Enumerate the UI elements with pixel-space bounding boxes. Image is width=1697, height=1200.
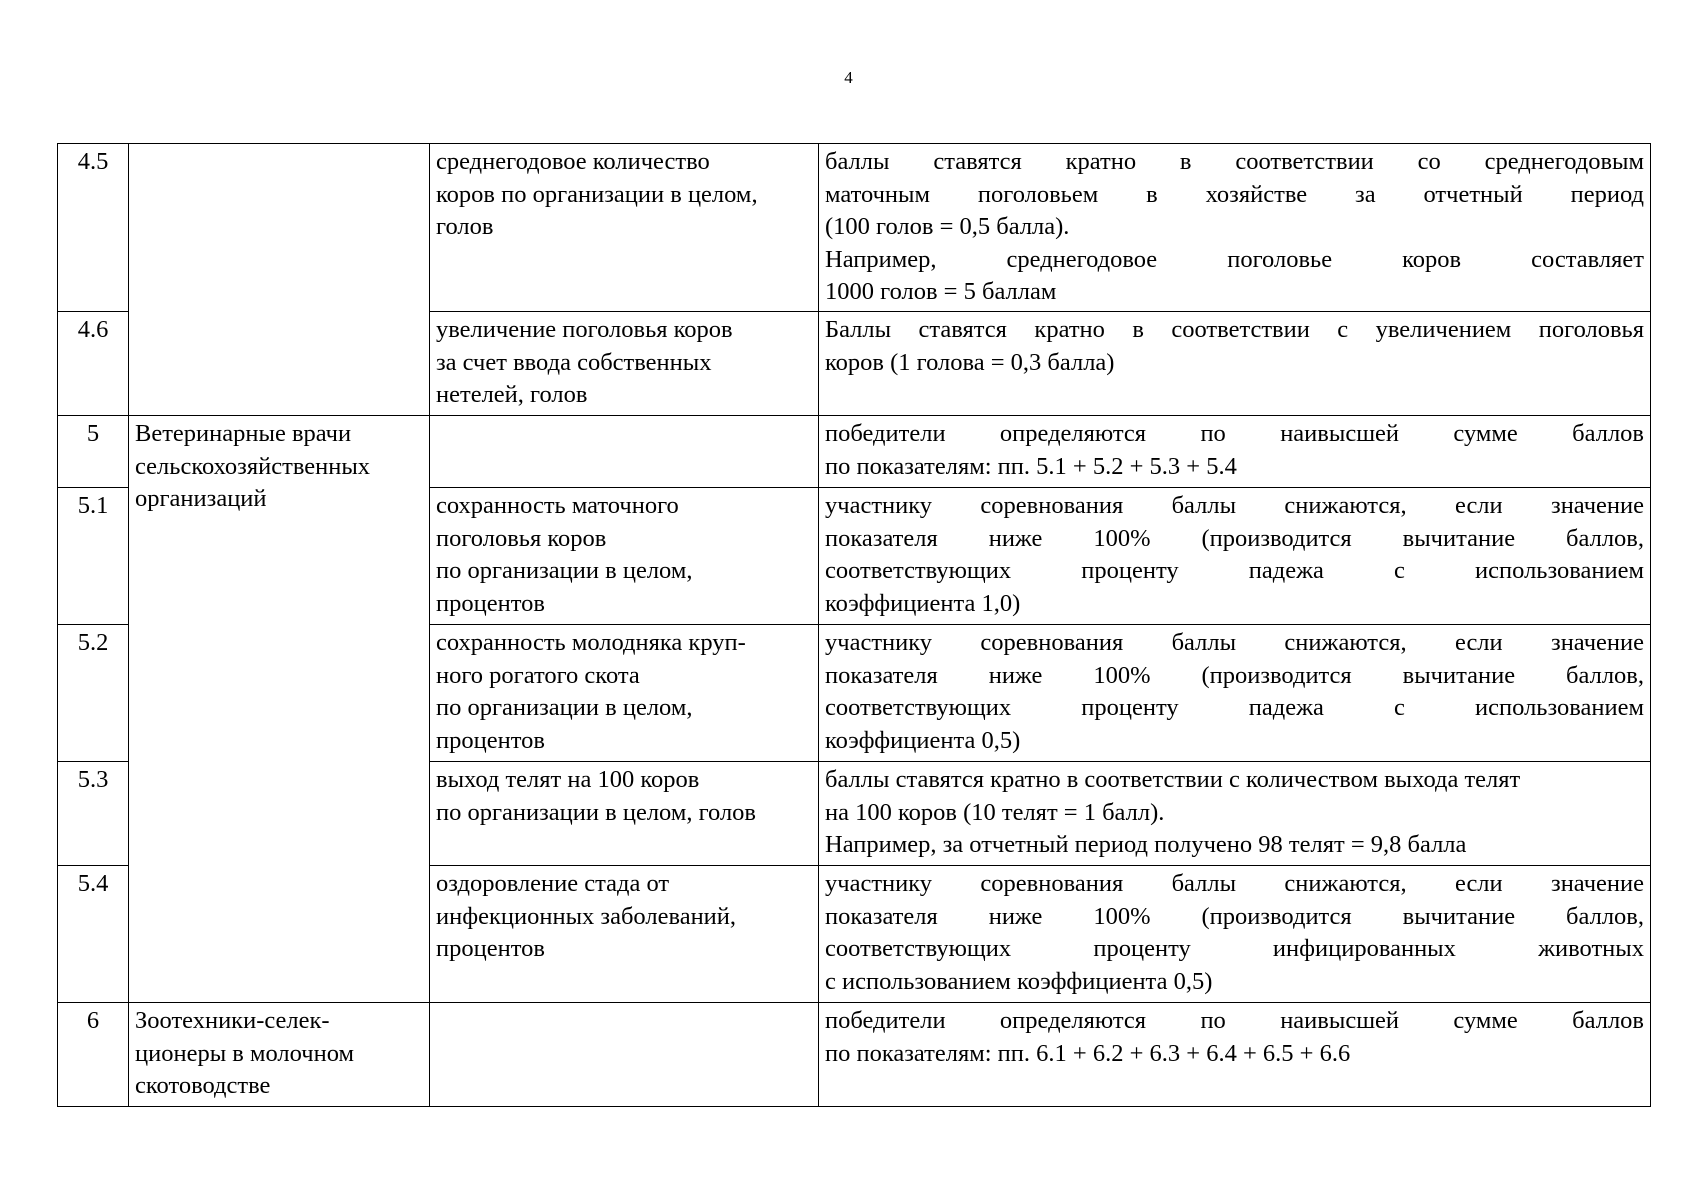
indicator-line: сохранность молодняка круп- (436, 629, 746, 656)
indicator-line: выход телят на 100 коров (436, 766, 700, 793)
table-row (58, 1003, 1651, 1107)
criteria-table (57, 143, 1651, 1107)
page-number: 4 (844, 68, 853, 87)
category-line: организаций (135, 485, 267, 512)
scoring-line: баллы ставятся кратно в соответствии со среднегодовым (825, 148, 1644, 175)
indicator-line: за счет ввода собственных (436, 348, 712, 376)
scoring-line: с использованием коэффициента 0,5) (825, 967, 1213, 995)
category-line: Зоотехники-селек- (135, 1007, 330, 1034)
row-number: 4.5 (58, 144, 129, 312)
indicator-line: поголовья коров (436, 524, 607, 552)
category-cell (129, 1003, 430, 1107)
scoring-line: показателя ниже 100% (производится вычитание баллов, (825, 661, 1644, 689)
table-row (58, 416, 1651, 488)
scoring-line: соответствующих проценту падежа с использованием (825, 557, 1644, 584)
indicator-line: по организации в целом, (436, 557, 693, 584)
scoring-line: соответствующих проценту инфицированных животных (825, 935, 1644, 962)
scoring-line: коэффициента 0,5) (825, 726, 1021, 754)
indicator-line: по организации в целом, голов (436, 798, 756, 826)
scoring-line: показателя ниже 100% (производится вычитание баллов, (825, 524, 1644, 552)
row-number: 5.2 (58, 625, 129, 762)
scoring-cell (819, 762, 1651, 866)
scoring-line: показателя ниже 100% (производится вычитание баллов, (825, 902, 1644, 930)
indicator-cell (430, 144, 819, 312)
scoring-line: по показателям: пп. 5.1 + 5.2 + 5.3 + 5.4 (825, 452, 1237, 480)
scoring-line: Например, за отчетный период получено 98 телят = 9,8 балла (825, 831, 1467, 858)
scoring-line: Например, среднегодовое поголовье коров составляет (825, 245, 1644, 273)
indicator-cell-empty (430, 1003, 819, 1107)
row-number: 5.1 (58, 488, 129, 625)
scoring-cell (819, 144, 1651, 312)
category-line: скотоводстве (135, 1072, 271, 1099)
scoring-line: участнику соревнования баллы снижаются, если значение (825, 629, 1644, 656)
row-number: 5 (58, 416, 129, 488)
indicator-cell (430, 762, 819, 866)
indicator-line: процентов (436, 726, 545, 754)
scoring-line: коров (1 голова = 0,3 балла) (825, 348, 1115, 376)
row-number: 4.6 (58, 312, 129, 416)
indicator-line: сохранность маточного (436, 492, 679, 519)
indicator-line: по организации в целом, (436, 694, 693, 721)
indicator-cell (430, 625, 819, 762)
scoring-line: (100 голов = 0,5 балла). (825, 213, 1070, 240)
indicator-line: инфекционных заболеваний, (436, 902, 737, 930)
indicator-line: оздоровление стада от (436, 870, 670, 897)
scoring-line: 1000 голов = 5 баллам (825, 278, 1057, 305)
category-line: сельскохозяйственных (135, 452, 371, 480)
scoring-cell (819, 416, 1651, 488)
category-cell-empty (129, 144, 430, 416)
row-number: 6 (58, 1003, 129, 1107)
row-number: 5.4 (58, 866, 129, 1003)
scoring-line: маточным поголовьем в хозяйстве за отчетный период (825, 180, 1644, 208)
scoring-line: участнику соревнования баллы снижаются, если значение (825, 870, 1644, 897)
scoring-line: по показателям: пп. 6.1 + 6.2 + 6.3 + 6.4 + 6.5 + 6.6 (825, 1039, 1351, 1067)
row-number: 5.3 (58, 762, 129, 866)
scoring-line: участнику соревнования баллы снижаются, если значение (825, 492, 1644, 519)
indicator-line: увеличение поголовья коров (436, 316, 733, 343)
indicator-cell (430, 312, 819, 416)
scoring-cell (819, 625, 1651, 762)
indicator-cell-empty (430, 416, 819, 488)
category-line: Ветеринарные врачи (135, 420, 352, 447)
indicator-cell (430, 488, 819, 625)
indicator-line: коров по организации в целом, (436, 180, 758, 208)
indicator-line: нетелей, голов (436, 381, 588, 408)
indicator-line: процентов (436, 935, 545, 962)
scoring-line: баллы ставятся кратно в соответствии с количеством выхода телят (825, 766, 1521, 793)
indicator-line: голов (436, 213, 494, 240)
category-line: ционеры в молочном (135, 1039, 354, 1067)
table-row (58, 144, 1651, 312)
indicator-cell (430, 866, 819, 1003)
scoring-line: победители определяются по наивысшей сумме баллов (825, 420, 1644, 447)
scoring-cell (819, 1003, 1651, 1107)
scoring-line: Баллы ставятся кратно в соответствии с увеличением поголовья (825, 316, 1644, 343)
scoring-line: победители определяются по наивысшей сумме баллов (825, 1007, 1644, 1034)
indicator-line: среднегодовое количество (436, 148, 710, 175)
scoring-line: на 100 коров (10 телят = 1 балл). (825, 798, 1165, 826)
scoring-line: соответствующих проценту падежа с использованием (825, 694, 1644, 721)
category-cell (129, 416, 430, 1003)
scoring-line: коэффициента 1,0) (825, 589, 1021, 617)
scoring-cell (819, 866, 1651, 1003)
indicator-line: ного рогатого скота (436, 661, 640, 689)
indicator-line: процентов (436, 589, 545, 617)
scoring-cell (819, 312, 1651, 416)
scoring-cell (819, 488, 1651, 625)
